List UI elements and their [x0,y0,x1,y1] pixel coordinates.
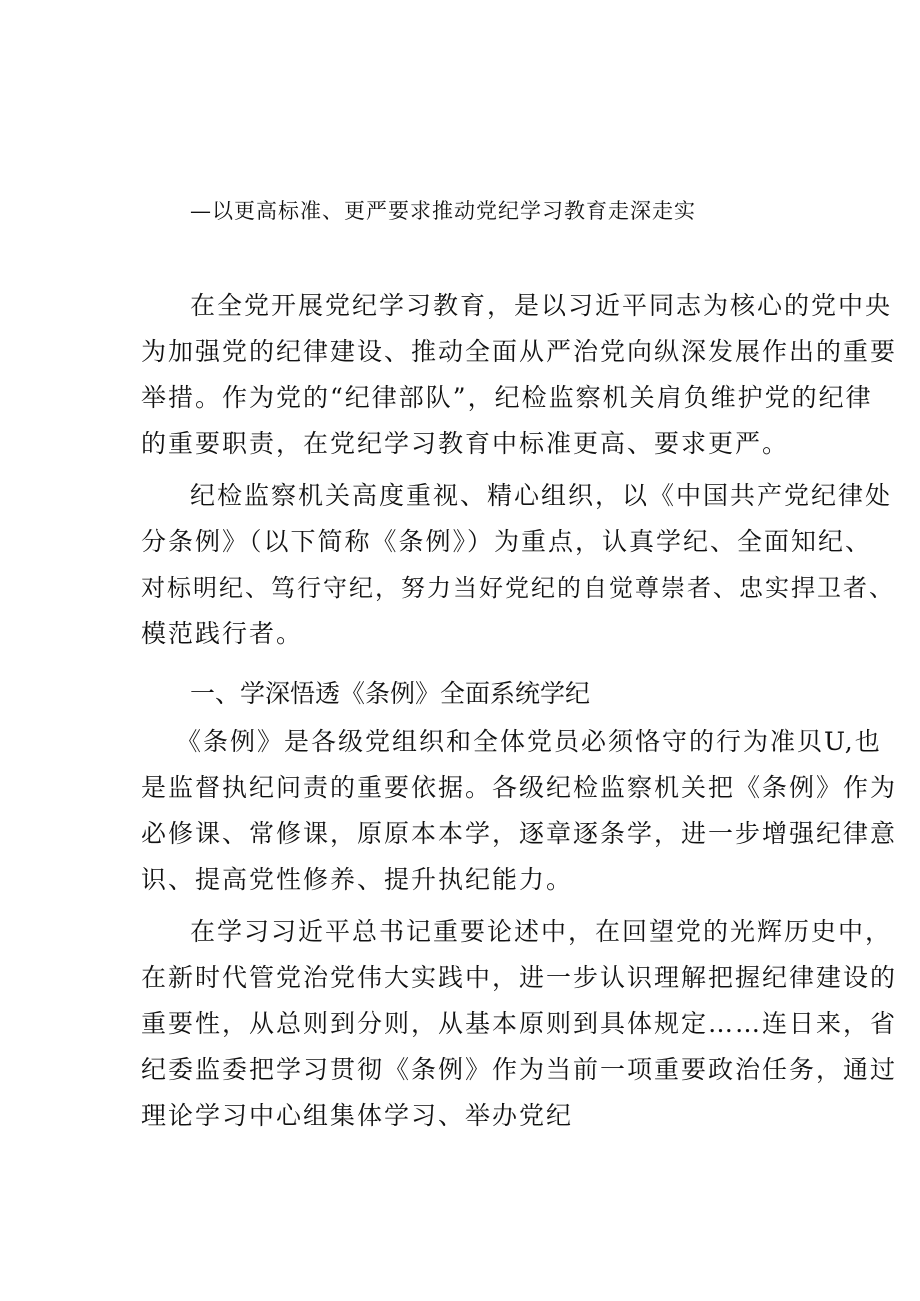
paragraph-4-line-2: 在新时代管党治党伟大实践中，进一步认识理解把握纪律建设的 [141,963,898,992]
paragraph-3-line-3: 必修课、常修课，原原本本学，逐章逐条学，进一步增强纪律意 [141,819,898,848]
paragraph-2-line-1: 纪检监察机关高度重视、精心组织，以《中国共产党纪律处 [190,481,893,510]
section-heading-1: 一、学深悟透《条例》全面系统学纪 [190,679,591,708]
paragraph-2-line-3: 对标明纪、笃行守纪，努力当好党纪的自觉尊崇者、忠实捍卫者、 [141,574,895,602]
paragraph-1-line-1: 在全党开展党纪学习教育，是以习近平同志为核心的党中央 [190,291,893,320]
paragraph-3-line-4: 识、提高党性修养、提升执纪能力。 [141,865,574,894]
paragraph-2-line-2: 分条例》（以下简称《条例》）为重点，认真学纪、全面知纪、 [141,527,873,556]
paragraph-1-line-3: 举措。作为党的“纪律部队”，纪检监察机关肩负维护党的纪律 [141,383,873,412]
paragraph-2-line-4: 模范践行者。 [141,619,304,648]
paragraph-3-line-1: 《条例》是各级党组织和全体党员必须恪守的行为准贝U,也 [176,727,882,756]
paragraph-1-line-2: 为加强党的纪律建设、推动全面从严治党向纵深发展作出的重要 [141,337,898,366]
paragraph-4-line-5: 理论学习中心组集体学习、举办党纪 [141,1101,574,1130]
paragraph-4-line-1: 在学习习近平总书记重要论述中，在回望党的光辉历史中， [190,917,893,946]
paragraph-4-line-4: 纪委监委把学习贯彻《条例》作为当前一项重要政治任务，通过 [141,1055,898,1084]
paragraph-3-line-2: 是监督执纪问责的重要依据。各级纪检监察机关把《条例》作为 [141,773,898,802]
paragraph-1-line-4: 的重要职责，在党纪学习教育中标准更高、要求更严。 [141,429,790,458]
paragraph-4-line-3: 重要性，从总则到分则，从基本原则到具体规定……连日来，省 [141,1009,898,1038]
document-subtitle: —以更高标准、更严要求推动党纪学习教育走深走实 [190,199,696,223]
